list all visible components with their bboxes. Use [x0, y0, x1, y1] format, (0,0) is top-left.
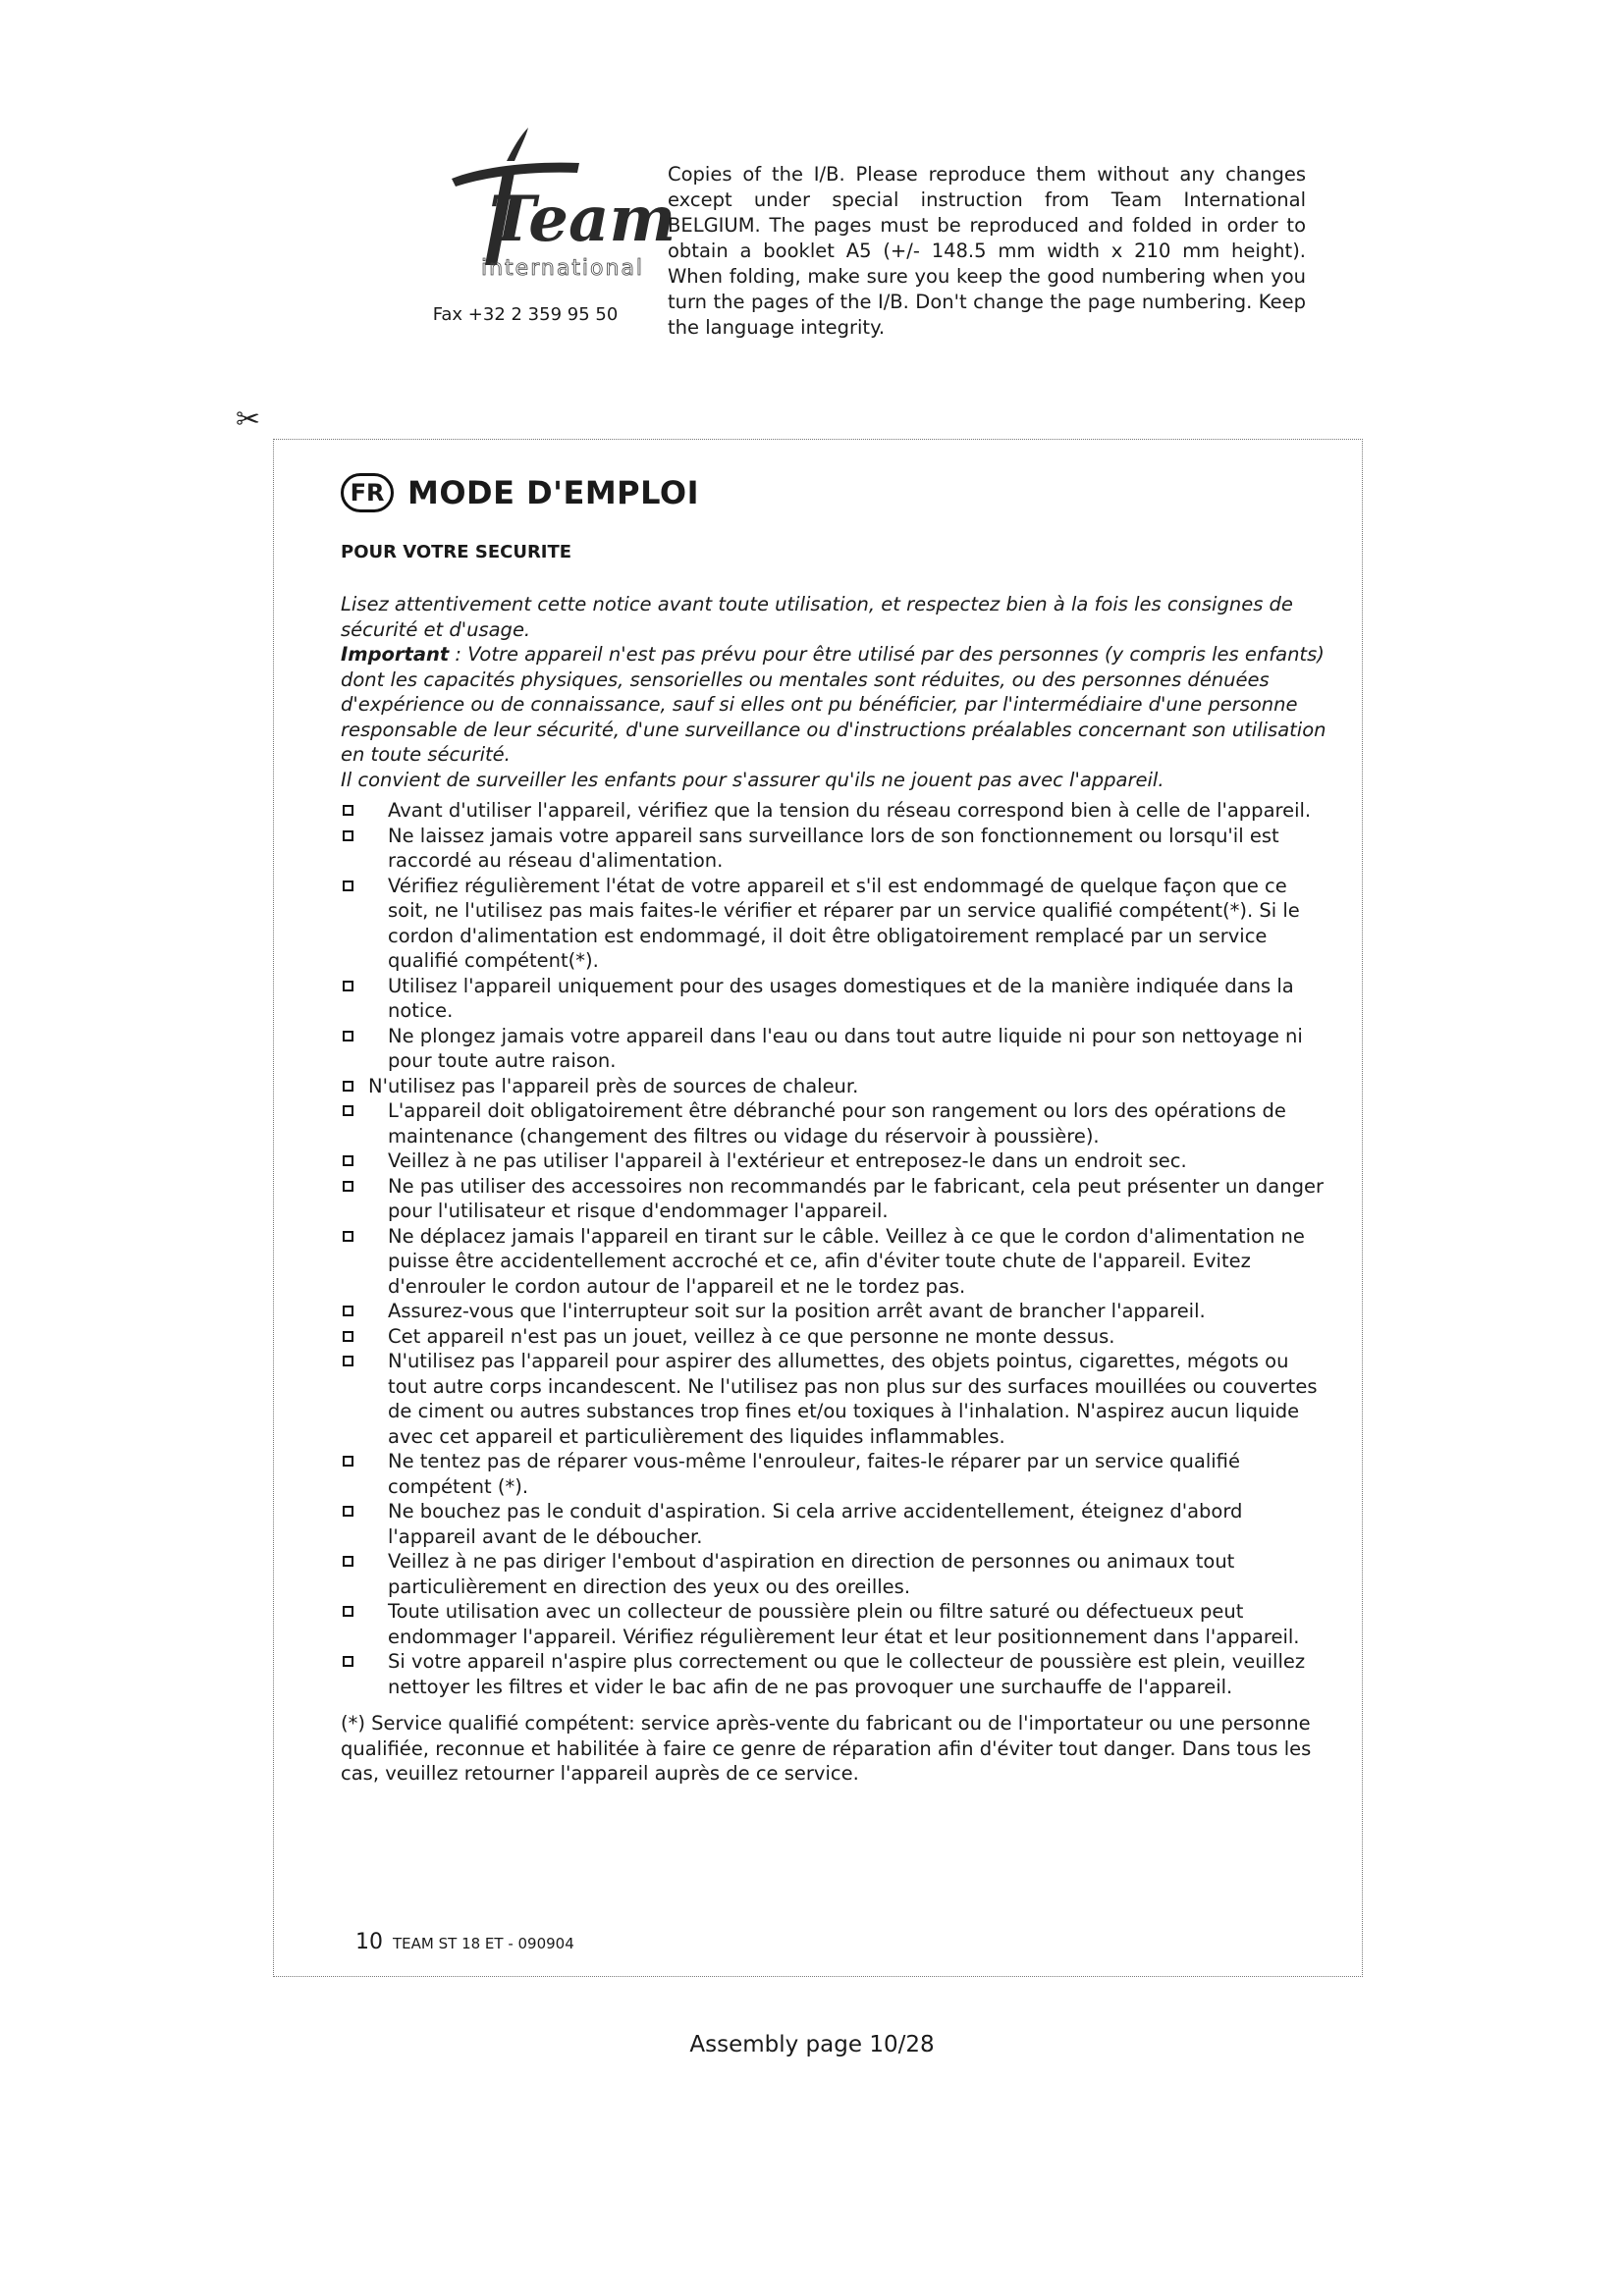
checkbox-bullet-icon: [343, 1606, 353, 1617]
list-item: Toute utilisation avec un collecteur de poussière plein ou filtre saturé ou défectueux peut endommager l'appareil. Vérifiez régulièrement leur état et leur positionnement dans l'appareil.: [341, 1599, 1332, 1649]
document-code: TEAM ST 18 ET - 090904: [393, 1935, 574, 1952]
list-item: Avant d'utiliser l'appareil, vérifiez que la tension du réseau correspond bien à celle de l'appareil.: [341, 798, 1332, 824]
title-row: [341, 465, 1332, 520]
checkbox-bullet-icon: [343, 1031, 353, 1041]
safety-intro: [341, 592, 1332, 792]
checkbox-bullet-icon: [343, 881, 353, 891]
list-item: Ne pas utiliser des accessoires non recommandés par le fabricant, cela peut présenter un danger pour l'utilisateur et risque d'endommager l'appareil.: [341, 1174, 1332, 1224]
list-item: N'utilisez pas l'appareil près de sources de chaleur.: [341, 1074, 1332, 1099]
checkbox-bullet-icon: [343, 1656, 353, 1667]
list-item: Vérifiez régulièrement l'état de votre appareil et s'il est endommagé de quelque façon que ce soit, ne l'utilisez pas mais faites-le vérifier et réparer par un service qualifié compétent(*). Si le cordon d'alimentation est endommagé, il doit être obligatoirement remplacé par un service qualifié compétent(*).: [341, 874, 1332, 974]
checkbox-bullet-icon: [343, 1081, 353, 1092]
checkbox-bullet-icon: [343, 1306, 353, 1316]
checkbox-bullet-icon: [343, 1155, 353, 1166]
checkbox-bullet-icon: [343, 1506, 353, 1517]
list-item: Veillez à ne pas utiliser l'appareil à l'extérieur et entreposez-le dans un endroit sec.: [341, 1148, 1332, 1174]
list-item: Ne tentez pas de réparer vous-même l'enrouleur, faites-le réparer par un service qualifié compétent (*).: [341, 1449, 1332, 1499]
checkbox-bullet-icon: [343, 830, 353, 841]
list-item: Ne déplacez jamais l'appareil en tirant sur le câble. Veillez à ce que le cordon d'alimentation ne puisse être accidentellement accroché et ce, afin d'éviter toute chute de l'appareil. Evitez d'enrouler le cordon autour de l'appareil et ne le tordez pas.: [341, 1224, 1332, 1300]
important-label: Important: [341, 643, 450, 666]
checkbox-bullet-icon: [343, 1331, 353, 1342]
page-footer: [355, 1930, 574, 1954]
list-item: Ne bouchez pas le conduit d'aspiration. Si cela arrive accidentellement, éteignez d'abord l'appareil avant de le déboucher.: [341, 1499, 1332, 1549]
children-warning: Il convient de surveiller les enfants pour s'assurer qu'ils ne jouent pas avec l'appareil.: [341, 768, 1164, 791]
manual-page: [341, 461, 1332, 1787]
checkbox-bullet-icon: [343, 1231, 353, 1242]
section-heading: POUR VOTRE SECURITE: [341, 542, 572, 562]
checkbox-bullet-icon: [343, 1456, 353, 1467]
list-item: N'utilisez pas l'appareil pour aspirer des allumettes, des objets pointus, cigarettes, mégots ou tout autre corps incandescent. Ne l'utilisez pas non plus sur des surfaces mouillées ou couvertes de ciment ou autres substances trop fines et/ou toxiques à l'inhalation. N'aspirez aucun liquide avec cet appareil et particulièrement des liquides inflammables.: [341, 1349, 1332, 1449]
fax-number: Fax +32 2 359 95 50: [432, 304, 619, 325]
checkbox-bullet-icon: [343, 981, 353, 991]
list-item: Ne plongez jamais votre appareil dans l'eau ou dans tout autre liquide ni pour son nettoyage ni pour toute autre raison.: [341, 1024, 1332, 1074]
intro-paragraph: Lisez attentivement cette notice avant toute utilisation, et respectez bien à la fois les consignes de sécurité et d'usage.: [341, 593, 1293, 641]
important-paragraph: [341, 642, 1332, 768]
checkbox-bullet-icon: [343, 1556, 353, 1567]
checkbox-bullet-icon: [343, 805, 353, 816]
language-badge: FR: [341, 473, 394, 512]
scissors-icon: ✂: [236, 402, 261, 437]
safety-list: [341, 798, 1332, 1699]
list-item: Veillez à ne pas diriger l'embout d'aspiration en direction de personnes ou animaux tout particulièrement en direction des yeux ou des oreilles.: [341, 1549, 1332, 1599]
list-item: Ne laissez jamais votre appareil sans surveillance lors de son fonctionnement ou lorsqu'il est raccordé au réseau d'alimentation.: [341, 824, 1332, 874]
footnote: (*) Service qualifié compétent: service après-vente du fabricant ou de l'importateur ou une personne qualifiée, reconnue et habilitée à faire ce genre de réparation afin d'éviter tout danger. Dans tous les cas, veuillez retourner l'appareil auprès de ce service.: [341, 1712, 1312, 1785]
list-item: L'appareil doit obligatoirement être débranché pour son rangement ou lors des opérations de maintenance (changement des filtres ou vidage du réservoir à poussière).: [341, 1098, 1332, 1148]
list-item: Assurez-vous que l'interrupteur soit sur la position arrêt avant de brancher l'appareil.: [341, 1299, 1332, 1324]
logo-wordmark: Team: [489, 183, 677, 256]
checkbox-bullet-icon: [343, 1356, 353, 1366]
team-international-logo: [412, 118, 677, 285]
page-title: MODE D'EMPLOI: [407, 474, 699, 511]
list-item: Si votre appareil n'aspire plus correctement ou que le collecteur de poussière est plein, veuillez nettoyer les filtres et vider le bac afin de ne pas provoquer une surchauffe de l'appareil.: [341, 1649, 1332, 1699]
list-item: Utilisez l'appareil uniquement pour des usages domestiques et de la manière indiquée dans la notice.: [341, 974, 1332, 1024]
list-item: Cet appareil n'est pas un jouet, veillez à ce que personne ne monte dessus.: [341, 1324, 1332, 1350]
checkbox-bullet-icon: [343, 1105, 353, 1116]
logo-subtitle: international: [481, 256, 645, 281]
reproduction-instructions: Copies of the I/B. Please reproduce them without any changes except under special instruction from Team International BELGIUM. The pages must be reproduced and folded in order to obtain a booklet A5 (+/- 148.5 mm width x 210 mm height). When folding, make sure you keep the good numbering when you turn the pages of the I/B. Don't change the page numbering. Keep the language integrity.: [668, 163, 1306, 339]
checkbox-bullet-icon: [343, 1181, 353, 1192]
assembly-page-label: Assembly page 10/28: [689, 2032, 935, 2057]
important-text: : Votre appareil n'est pas prévu pour être utilisé par des personnes (y compris les enfants) dont les capacités physiques, sensorielles ou mentales sont réduites, ou des personnes dénuées d'expérience ou de connaissance, sauf si elles ont pu bénéficier, par l'intermédiaire d'une personne responsable de leur sécurité, d'une surveillance ou d'instructions préalables concernant son utilisation en toute sécurité.: [341, 643, 1326, 766]
page-number: 10: [355, 1930, 383, 1954]
